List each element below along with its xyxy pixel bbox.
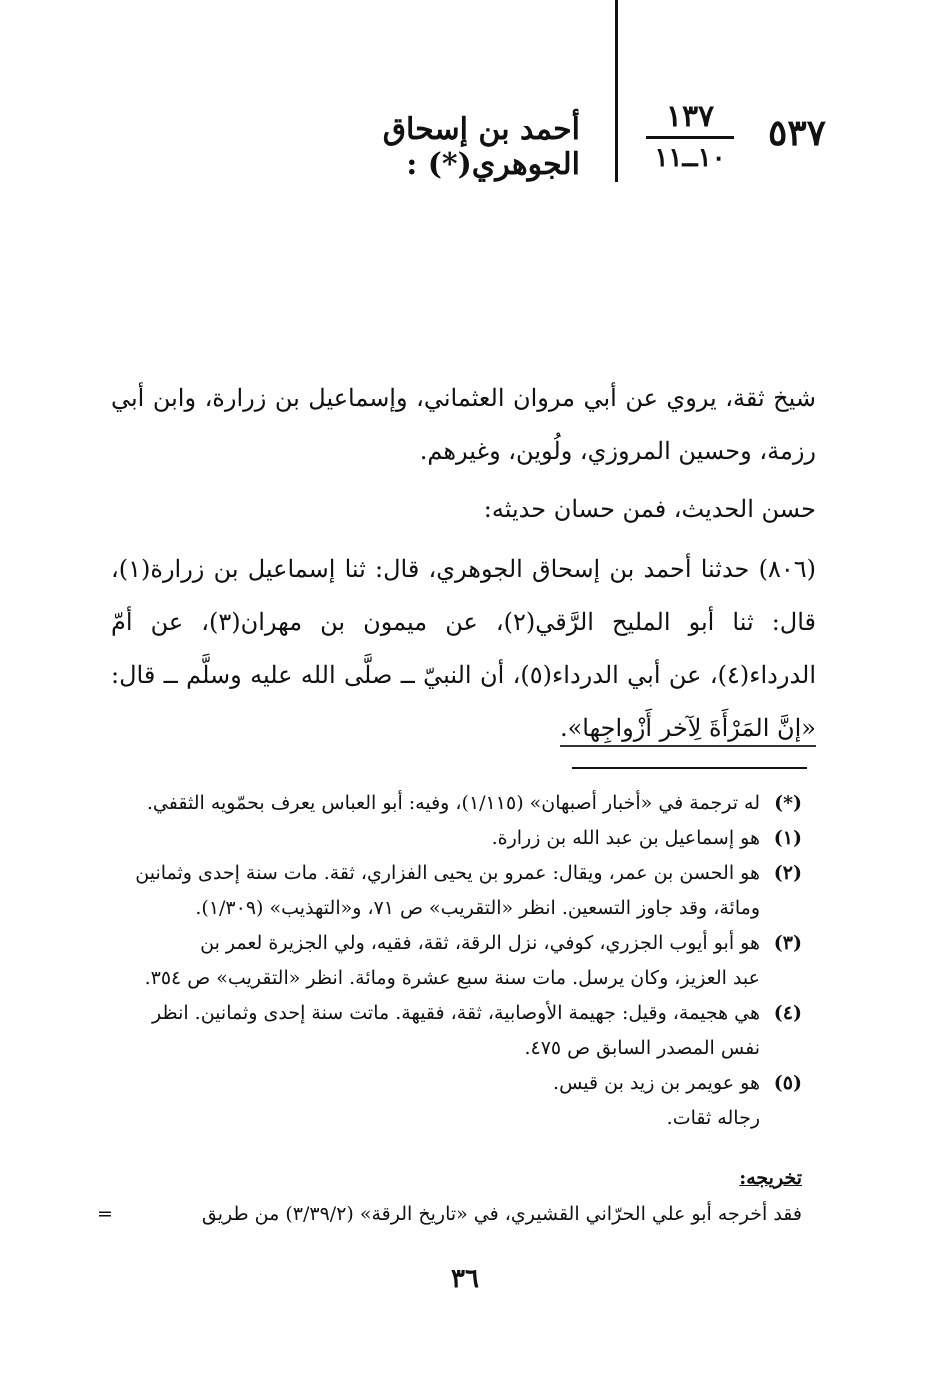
takhrij-section: [97, 1160, 802, 1232]
footnote-mark: (٢): [773, 862, 802, 884]
footnote: [97, 1066, 802, 1136]
footnote: [97, 821, 802, 856]
takhrij-text: فقد أخرجه أبو علي الحرّاني القشيري، في «تاريخ الرقة» (٣/٣٩/٢) من طريق: [201, 1203, 802, 1225]
footnote-line: هو عويمر بن زيد بن قيس.: [553, 1072, 760, 1094]
fraction-bar: [646, 136, 734, 139]
footnote-line: له ترجمة في «أخبار أصبهان» (١/١١٥)، وفيه: أبو العباس يعرف بحمّويه الثقفي.: [146, 792, 760, 814]
fraction-top: ١٣٧: [665, 99, 715, 134]
fraction-bottom: ١٠ــ١١: [654, 143, 726, 173]
footnote-mark: (*): [774, 792, 802, 814]
footnote-mark: (٤): [773, 1002, 802, 1024]
biography-paragraph: شيخ ثقة، يروي عن أبي مروان العثماني، وإسماعيل بن زرارة، وابن أبي رزمة، وحسين المروزي، ولُوين، وغيرهم.: [111, 384, 816, 465]
continuation-mark: =: [97, 1203, 113, 1225]
footnote-line: هي هجيمة، وقيل: جهيمة الأوصابية، ثقة، فقيهة. ماتت سنة إحدى وثمانين. انظر: [152, 1002, 760, 1024]
footnote-line: هو الحسن بن عمر، ويقال: عمرو بن يحيى الفزاري، ثقة. مات سنة إحدى وثمانين: [135, 862, 760, 884]
hadith-paragraph: [111, 543, 816, 755]
entry-number: ٥٣٧: [768, 112, 827, 154]
footnote: [97, 926, 802, 996]
footnote: [97, 856, 802, 926]
footnote-line: رجاله ثقات.: [666, 1107, 760, 1129]
footnote-mark: (٣): [773, 932, 802, 954]
narrator-name: أحمد بن إسحاق الجوهري(*) :: [382, 112, 580, 182]
footnote: [97, 996, 802, 1066]
takhrij-heading: تخريجه:: [739, 1167, 802, 1189]
footnote-line: نفس المصدر السابق ص ٤٧٥.: [524, 1037, 760, 1059]
footnote: [97, 786, 802, 821]
footnote-separator: [572, 767, 807, 769]
footnote-mark: (٥): [773, 1072, 802, 1094]
footnote-line: ومائة، وقد جاوز التسعين. انظر «التقريب» ص ٧١، و«التهذيب» (١/٣٠٩).: [195, 897, 760, 919]
footnotes: [97, 786, 802, 1136]
footnote-line: عبد العزيز، وكان يرسل. مات سنة سبع عشرة ومائة. انظر «التقريب» ص ٣٥٤.: [144, 967, 760, 989]
entry-fraction: [640, 100, 740, 173]
isnad-text: (٨٠٦) حدثنا أحمد بن إسحاق الجوهري، قال: ثنا إسماعيل بن زرارة(١)، قال: ثنا أبو المليح الرَّقي(٢)، عن ميمون بن مهران(٣)، عن أمّ الدرداء(٤)، عن أبي الدرداء(٥)، أن النبيّ ــ صلَّى الله عليه وسلَّم ــ قال:: [111, 555, 817, 689]
takhrij-line: [97, 1196, 802, 1232]
header-divider: [615, 0, 618, 182]
hadith-text: «إنَّ المَرْأَةَ لِآخر أَزْواجِها».: [560, 714, 816, 747]
footnote-line: هو أبو أيوب الجزري، كوفي، نزل الرقة، ثقة، فقيه، ولي الجزيرة لعمر بن: [200, 932, 760, 954]
page-number: ٣٦: [451, 1264, 479, 1294]
footnote-mark: (١): [773, 827, 802, 849]
grading-paragraph: حسن الحديث، فمن حسان حديثه:: [483, 495, 816, 523]
footnote-line: هو إسماعيل بن عبد الله بن زرارة.: [491, 827, 760, 849]
